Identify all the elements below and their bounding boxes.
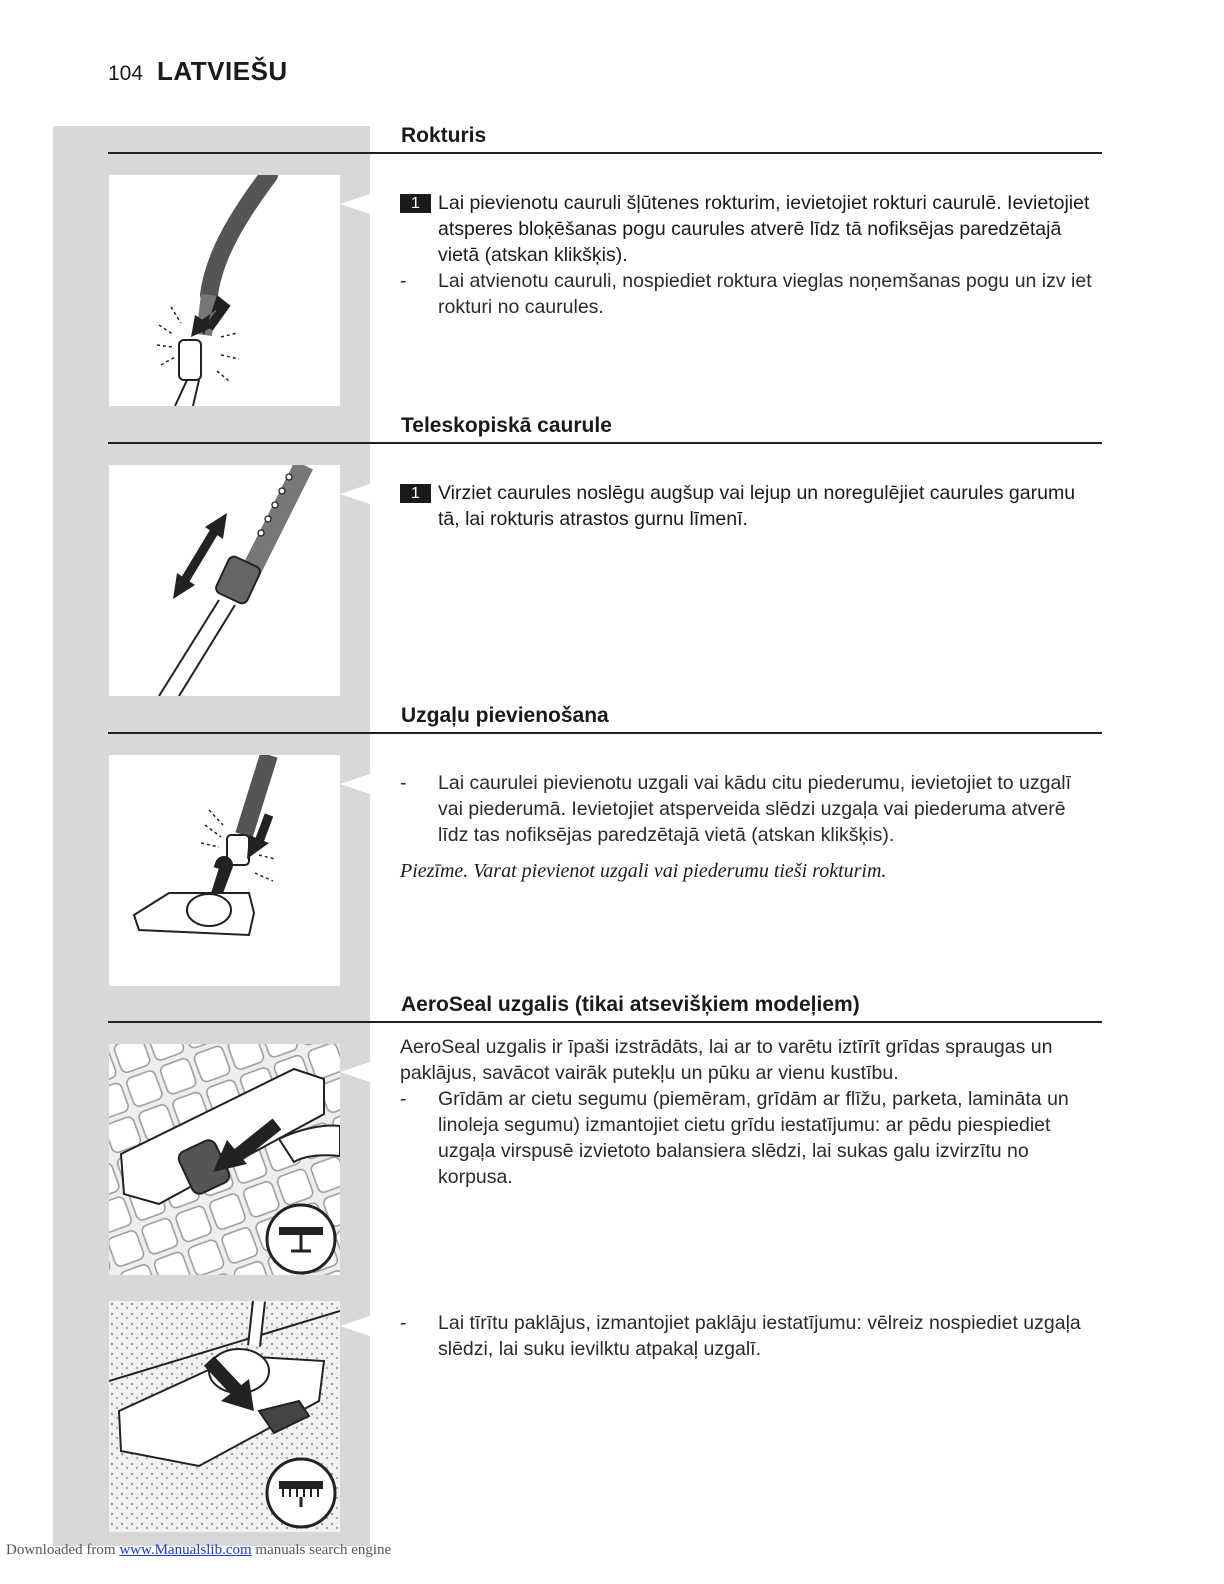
step-item [400, 480, 1100, 532]
bullet-item [400, 268, 1100, 320]
figure-pointer [340, 1062, 370, 1082]
figure-pointer [340, 484, 370, 504]
aeroseal-hard-floor-illustration [109, 1044, 340, 1275]
dash-marker: - [400, 1088, 407, 1110]
step-text: Virziet caurules noslēgu augšup vai lejup un noregulējiet caurules garumu tā, lai rokturis atrastos gurnu līmenī. [438, 482, 1076, 530]
page-number: 104 [108, 62, 144, 85]
bullet-text: Lai caurulei pievienotu uzgali vai kādu citu piederumu, ievietojiet to uzgalī vai piederumā. Ievietojiet atsperveida slēdzi uzgaļa vai piederuma atverē līdz tas nofiksējas paredzētajā vietā (atskan klikšķis). [438, 772, 1072, 846]
bullet-item [400, 770, 1100, 848]
bullet-text: Grīdām ar cietu segumu (piemēram, grīdām ar flīžu, parketa, lamināta un linoleja segumu) izmantojiet cietu grīdu iestatījumu: ar pēdu piespiediet uzgaļa virspusē izvietoto balansiera slēdzi, lai sukas galu izvirzītu no korpusa. [438, 1088, 1069, 1188]
section-title-aeroseal: AeroSeal uzgalis (tikai atsevišķiem modeļiem) [401, 993, 860, 1016]
bullet-item [400, 1310, 1100, 1362]
dash-marker: - [400, 772, 407, 794]
figure-pointer [340, 774, 370, 794]
page-header [108, 56, 288, 87]
section-title-telescopic: Teleskopiskā caurule [401, 414, 612, 437]
section-rule [108, 152, 1102, 154]
step-number-badge: 1 [400, 484, 431, 503]
bullet-item [400, 1086, 1100, 1190]
dash-marker: - [400, 270, 407, 292]
aeroseal-carpet-illustration [109, 1301, 340, 1532]
bullet-text: Lai atvienotu cauruli, nospiediet roktura vieglas noņemšanas pogu un izv iet rokturi no caurules. [438, 270, 1092, 318]
section-body-aeroseal-carpet [400, 1310, 1100, 1362]
section-rule [108, 1021, 1102, 1023]
page-language-title: LATVIEŠU [157, 56, 288, 86]
section-body-aeroseal [400, 1034, 1100, 1190]
section-title-rokturis: Rokturis [401, 124, 487, 147]
figure-pointer [340, 194, 370, 214]
section-body-rokturis [400, 190, 1100, 320]
handle-tube-illustration [109, 175, 340, 406]
figure-pointer [340, 1316, 370, 1336]
section-rule [108, 442, 1102, 444]
download-footer [6, 1542, 391, 1559]
section-title-nozzle-attach: Uzgaļu pievienošana [401, 704, 609, 727]
note-text: Piezīme. Varat pievienot uzgali vai piederumu tieši rokturim. [400, 860, 887, 882]
footer-prefix: Downloaded from [6, 1542, 116, 1558]
manualslib-link[interactable]: www.Manualslib.com [119, 1542, 252, 1558]
nozzle-attach-illustration [109, 755, 340, 986]
footer-suffix: manuals search engine [255, 1542, 392, 1558]
step-text: Lai pievienotu cauruli šļūtenes rokturim, ievietojiet rokturi caurulē. Ievietojiet atsperes bloķēšanas pogu caurules atverē līdz tā nofiksējas paredzētajā vietā (atskan klikšķis). [438, 192, 1090, 266]
section-body-nozzle-attach [400, 770, 1100, 884]
step-number-badge: 1 [400, 194, 431, 213]
intro-text: AeroSeal uzgalis ir īpaši izstrādāts, lai ar to varētu iztīrīt grīdas spraugas un paklājus, savācot vairāk putekļu un pūku ar vienu kustību. [400, 1036, 1053, 1084]
section-body-telescopic [400, 480, 1100, 532]
telescopic-tube-illustration [109, 465, 340, 696]
dash-marker: - [400, 1312, 407, 1334]
section-rule [108, 732, 1102, 734]
step-item [400, 190, 1100, 268]
bullet-text: Lai tīrītu paklājus, izmantojiet paklāju iestatījumu: vēlreiz nospiediet uzgaļa slēdzi, lai suku ievilktu atpakaļ uzgalī. [438, 1312, 1081, 1360]
